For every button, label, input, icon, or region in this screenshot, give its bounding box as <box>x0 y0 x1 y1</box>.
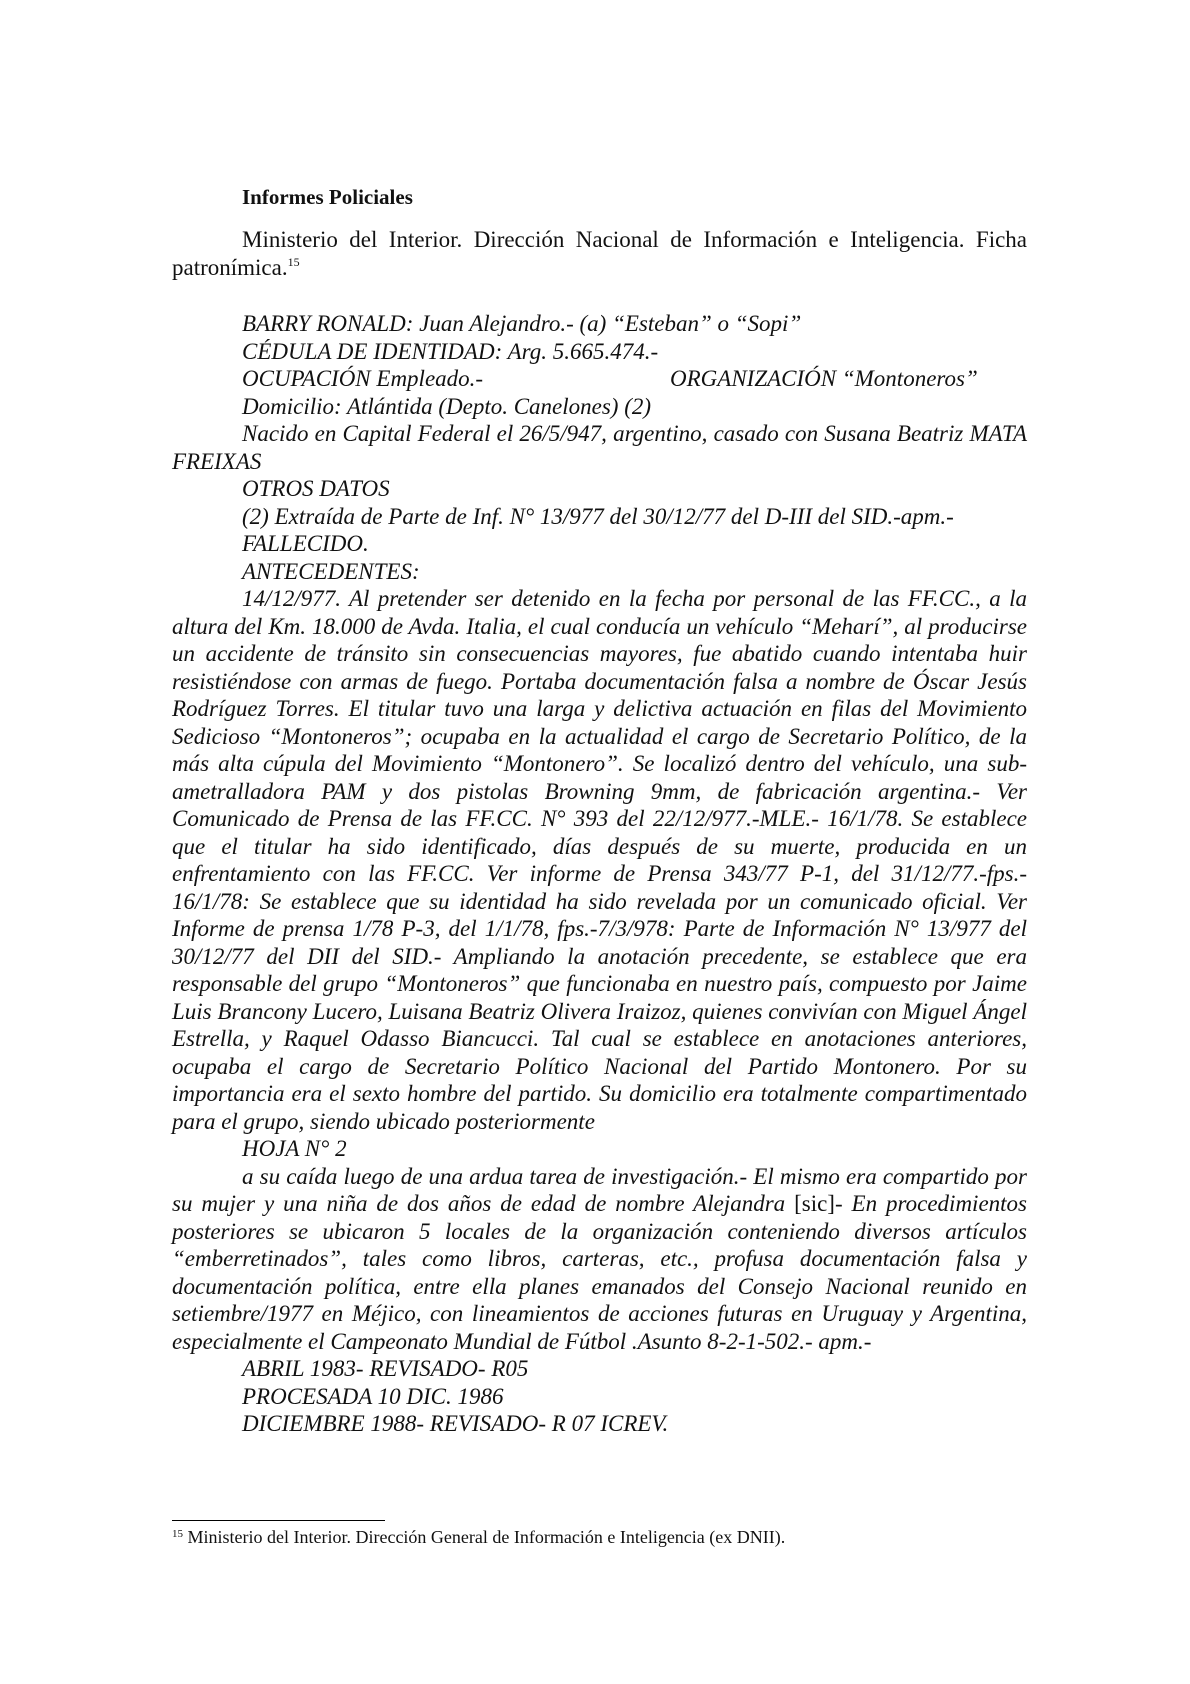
record-ocupacion-row <box>172 365 1027 393</box>
footnote-divider <box>172 1520 385 1521</box>
record-domicilio: Domicilio: Atlántida (Depto. Canelones) (2) <box>242 393 652 419</box>
record-antecedentes-text: 14/12/977. Al pretender ser detenido en la fecha por personal de las FF.CC., a la altura del Km. 18.000 de Avda. Italia, el cual conducía un vehículo “Meharí”, al producirse un accidente de tránsito sin consecuencias mayores, fue abatido cuando intentaba huir resistiéndose con armas de fuego. Portaba documentación falsa a nombre de Óscar Jesús Rodríguez Torres. El titular tuvo una larga y delictiva actuación en filas del Movimiento Sedicioso “Montoneros”; ocupaba en la actualidad el cargo de Secretario Político, de la más alta cúpula del Movimiento “Montonero”. Se localizó dentro del vehículo, una sub-ametralladora PAM y dos pistolas Browning 9mm, de fabricación argentina.- Ver Comunicado de Prensa de las FF.CC. N° 393 del 22/12/977.-MLE.- 16/1/78. Se establece que el titular ha sido identificado, días después de su muerte, producida en un enfrentamiento con las FF.CC. Ver informe de Prensa 343/77 P-1, del 31/12/77.-fps.- 16/1/78: Se establece que su identidad ha sido revelada por un comunicado oficial. Ver Informe de prensa 1/78 P-3, del 1/1/78, fps.-7/3/978: Parte de Información N° 13/977 del 30/12/77 del DII del SID.- Ampliando la anotación precedente, se establece que era responsable del grupo “Montoneros” que funcionaba en nuestro país, compuesto por Jaime Luis Brancony Lucero, Luisana Beatriz Olivera Iraizoz, quienes convivían con Miguel Ángel Estrella, y Raquel Odasso Biancucci. Tal cual se establece en anotaciones anteriores, ocupaba el cargo de Secretario Político Nacional del Partido Montonero. Por su importancia era el sexto hombre del partido. Su domicilio era totalmente compartimentado para el grupo, siendo ubicado posteriormente <box>172 586 1027 1134</box>
continuation-post: - En procedimientos posteriores se ubicaron 5 locales de la organización conteniendo diversos artículos “emberretinados”, tales como libros, carteras, etc., profusa documentación falsa y documentación política, entre ella planes emanados del Consejo Nacional reunido en setiembre/1977 en Méjico, con lineamientos de acciones futuras en Uruguay y Argentina, especialmente el Campeonato Mundial de Fútbol .Asunto 8-2-1-502.- apm.- <box>172 1191 1027 1354</box>
record-cedula: CÉDULA DE IDENTIDAD: Arg. 5.665.474.- <box>242 338 659 364</box>
record-extraida: (2) Extraída de Parte de Inf. N° 13/977 del 30/12/77 del D-III del SID.-apm.- <box>242 503 954 529</box>
footnote-text: Ministerio del Interior. Dirección General de Información e Inteligencia (ex DNII). <box>183 1527 786 1547</box>
record-revision-1: ABRIL 1983- REVISADO- R05 <box>242 1356 529 1381</box>
footnote <box>172 1527 785 1548</box>
record-fallecido: FALLECIDO. <box>242 531 369 556</box>
section-heading: Informes Policiales <box>242 185 413 209</box>
intro-text: Ministerio del Interior. Dirección Nacional de Información e Inteligencia. Ficha patronímica. <box>172 227 1027 280</box>
record-otros-datos: OTROS DATOS <box>242 476 390 501</box>
police-record <box>172 310 1027 1438</box>
continuation-pre: a su caída luego de una ardua tarea de investigación.- El mismo era compartido por su mujer y una niña de dos años de edad de nombre Alejandra <box>172 1163 1027 1216</box>
record-hoja: HOJA N° 2 <box>242 1136 347 1161</box>
footnote-ref: 15 <box>287 254 300 269</box>
record-revision-2: PROCESADA 10 DIC. 1986 <box>242 1383 504 1409</box>
record-antecedentes-label: ANTECEDENTES: <box>242 558 420 584</box>
footnote-number: 15 <box>172 1528 183 1540</box>
record-ocupacion: OCUPACIÓN Empleado.- <box>242 366 484 391</box>
sic-note: [sic] <box>794 1191 835 1216</box>
record-revision-3: DICIEMBRE 1988- REVISADO- R 07 ICREV. <box>242 1411 669 1436</box>
record-name: BARRY RONALD: Juan Alejandro.- (a) “Esteban” o “Sopi” <box>242 311 802 336</box>
intro-paragraph <box>172 226 1027 281</box>
record-continuation <box>172 1163 1027 1356</box>
record-organizacion: ORGANIZACIÓN “Montoneros” <box>670 366 978 391</box>
record-nacido: Nacido en Capital Federal el 26/5/947, argentino, casado con Susana Beatriz MATA FREIXAS <box>172 421 1027 474</box>
